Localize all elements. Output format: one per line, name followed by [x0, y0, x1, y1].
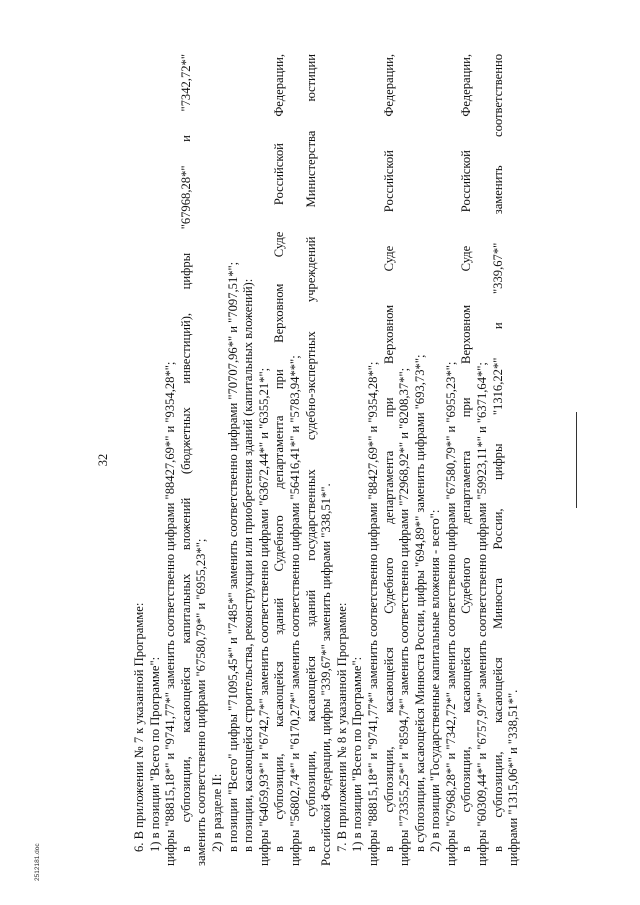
text-line: в позиции "Всего" цифры "71095,45*" и "7485*" заменить соответственно цифрами "70707,96*" и "7097,51*"; — [225, 261, 240, 852]
text-line: цифры "56802,74*" и "6170,27*" заменить соответственно цифрами "56416,41*" и "5783,94**"; — [287, 355, 302, 866]
footnote-divider — [576, 412, 577, 508]
text-line: цифры "60309,44*" и "6757,97*" заменить соответственно цифрами "59923,11*" и "6371,64*"; — [475, 362, 490, 866]
rotated-page-content — [92, 54, 622, 866]
text-line: в субпозиции, касающейся Судебного департамента при Верховном Суде Российской Федерации, — [459, 54, 474, 852]
text-line: заменить соответственно цифрами "67580,79*" и "6955,23*"; — [194, 538, 209, 866]
text-line: в субпозиции, касающейся капитальных вложений (бюджетных инвестиций), цифры "67968,28*" и "7342,72*" — [178, 54, 193, 852]
text-line: в субпозиции, касающейся зданий государственных судебно-экспертных учреждений Министерства юстиции — [303, 54, 318, 852]
file-name-label: 2512181.doc — [34, 843, 41, 881]
text-line: в субпозиции, касающейся Минюста России, цифры "1316,22*" и "339,67*" заменить соответственно — [490, 54, 505, 852]
page-number: 32 — [96, 453, 110, 467]
text-line: 6. В приложении № 7 к указанной Программе: — [132, 602, 146, 852]
text-line: в субпозиции, касающейся Судебного департамента при Верховном Суде Российской Федерации, — [381, 54, 396, 852]
text-line: цифры "64059,93*" и "6742,7*" заменить соответственно цифрами "63672,44*" и "6355,21*"; — [256, 367, 271, 866]
text-line: в позиции, касающейся строительства, реконструкции или приобретения зданий (капитальных вложений): — [241, 278, 256, 852]
text-line: 7. В приложении № 8 к указанной Программе: — [334, 602, 349, 852]
amendment-text — [132, 54, 522, 866]
text-line: цифрами "1315,06*" и "338,51*". — [506, 689, 521, 866]
text-line: в субпозиции, касающейся зданий Судебного департамента при Верховном Суде Российской Федерации, — [272, 54, 287, 852]
text-line: 2) в разделе II: — [209, 773, 224, 852]
text-line: цифры "88815,18*" и "9741,77*" заменить соответственно цифрами "88427,69*" и "9354,28*"; — [163, 361, 178, 866]
text-line: в субпозиции, касающейся Минюста России, цифры "694,89*" заменить цифрами "693,73*"; — [412, 354, 427, 852]
text-line: Российской Федерации, цифры "339,67*" заменить цифрами "338,51*". — [319, 483, 334, 866]
text-line: 1) в позиции "Всего по Программе": — [350, 656, 365, 852]
text-line: 2) в позиции "Государственные капитальные вложения - всего": — [428, 509, 443, 852]
text-line: цифры "67968,28*" и "7342,72*" заменить соответственно цифрами "67580,79*" и "6955,23*"; — [443, 361, 458, 866]
text-line: цифры "88815,18*" и "9741,77*" заменить соответственно цифрами "88427,69*" и "9354,28*"; — [365, 361, 380, 866]
text-line: цифры "73355,25*" и "8594,7*" заменить соответственно цифрами "72968,92*" и "8208,37*"; — [397, 367, 412, 866]
text-line: 1) в позиции "Всего по Программе": — [147, 656, 162, 852]
